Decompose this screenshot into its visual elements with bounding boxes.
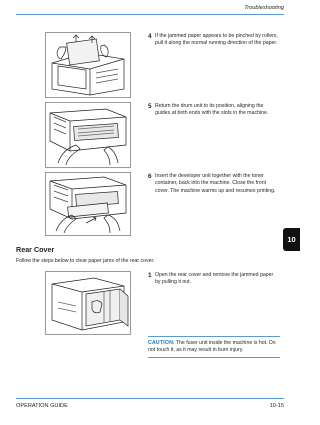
caution-divider-bottom [148,357,280,358]
section-intro: Follow the steps below to clear paper jams of the rear cover. [16,258,155,264]
step-text: Insert the developer unit together with the toner container, back into the machine. Close the front cover. The machine warms up and resumes printing. [155,173,276,194]
figure-open-rear-cover [45,271,131,335]
step-6 [148,173,278,195]
step-number: 6 [148,172,152,180]
step-text: If the jammed paper appears to be pinched by rollers, pull it along the normal running direction of the paper. [155,33,278,47]
footer-page-number: 10-15 [269,403,284,409]
step-5 [148,103,278,118]
chapter-tab: 10 [283,228,300,251]
figure-insert-developer-unit [45,172,131,236]
step-number: 4 [148,32,152,40]
figure-pull-jammed-paper [45,32,131,98]
step-text: Open the rear cover and remove the jammed paper by pulling it out. [155,272,274,286]
caution-note [148,340,280,355]
page-header-title: Troubleshooting [244,5,284,11]
section-heading: Rear Cover [16,245,55,254]
caution-text: : The fuser unit inside the machine is hot. Do not touch it, as it may result in burn injury. [148,340,276,354]
footer-guide-name: OPERATION GUIDE [16,403,68,409]
header-divider [16,14,284,15]
caution-label: CAUTION [148,340,174,346]
caution-divider-top [148,336,280,337]
step-number: 1 [148,271,152,279]
rear-cover-step-1 [148,272,278,287]
footer-divider [16,398,284,399]
step-4 [148,33,278,48]
step-text: Return the drum unit to its position, aligning the guides at both ends with the slots in the machine. [155,103,269,117]
figure-return-drum-unit [45,102,131,168]
step-number: 5 [148,102,152,110]
